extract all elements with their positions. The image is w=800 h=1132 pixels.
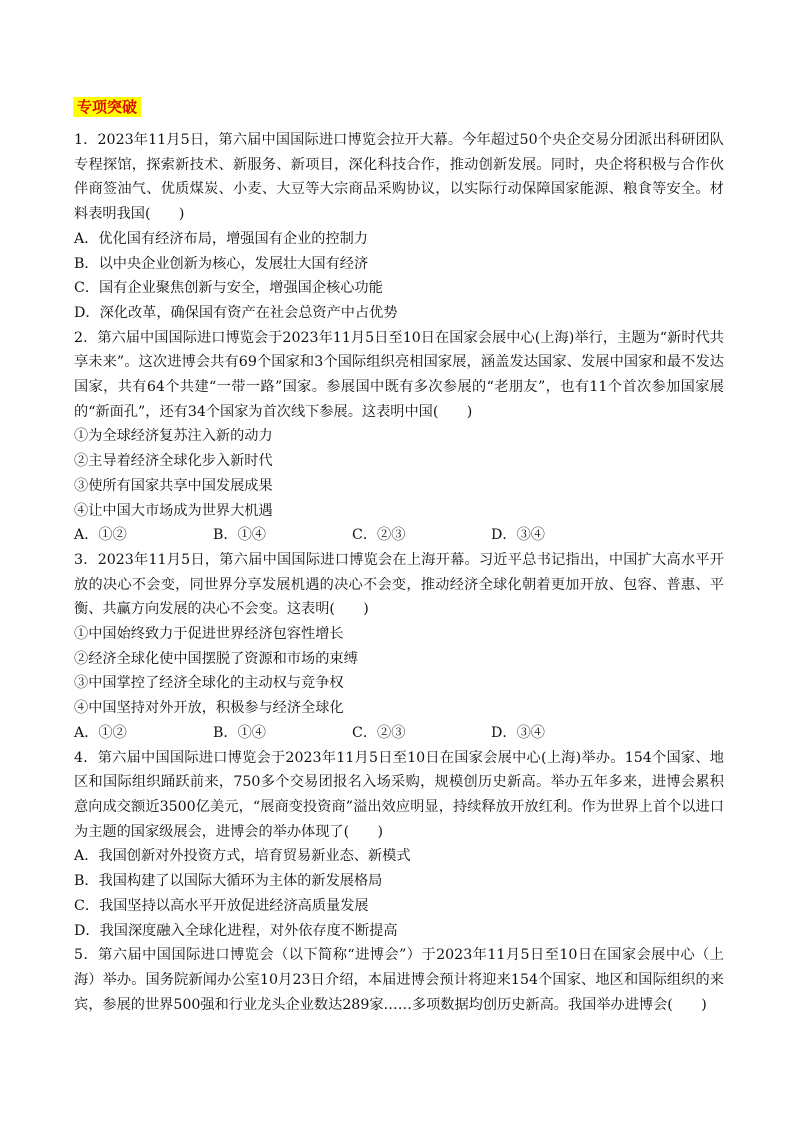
option-a: A．我国创新对外投资方式，培育贸易新业态、新模式 (74, 848, 411, 865)
statement-3: ③中国掌控了经济全球化的主动权与竞争权 (74, 675, 344, 692)
statement-2: ②主导着经济全球化步入新时代 (74, 453, 273, 470)
question-2 (74, 326, 724, 548)
statement-1: ①为全球经济复苏注入新的动力 (74, 428, 273, 445)
choice-a: A．①② (74, 724, 127, 741)
choice-a: A．①② (74, 527, 127, 544)
section-title: 专项突破 (73, 97, 141, 117)
statement-4: ④中国坚持对外开放，积极参与经济全球化 (74, 700, 344, 717)
option-c: C．我国坚持以高水平开放促进经济高质量发展 (74, 897, 369, 914)
answer-choices (74, 721, 724, 746)
statement-2: ②经济全球化使中国摆脱了资源和市场的束缚 (74, 650, 358, 667)
question-stem: 4．第六届中国国际进口博览会于2023年11月5日至10日在国家会展中心(上海)举办。154个国家、地区和国际组织踊跃前来，750多个交易团报名入场采购，规模创历史新高。举办五年多来，进博会累积意向成交额近3500亿美元，“展商变投资商”溢出效应明显，持续释放开放红利。作为世界上首个以进口为主题的国家级展会，进博会的举办体现了( ) (74, 749, 724, 840)
choice-d: D．③④ (491, 527, 545, 544)
question-stem: 5．第六届中国国际进口博览会（以下简称“进博会”）于2023年11月5日至10日在国家会展中心（上海）举办。国务院新闻办公室10月23日介绍，本届进博会预计将迎来154个国家、地区和国际组织的来宾，参展的世界500强和行业龙头企业数达289家……多项数据均创历史新高。我国举办进博会( ) (74, 947, 724, 1013)
question-3 (74, 548, 724, 746)
question-1 (74, 128, 724, 326)
choice-c: C．②③ (352, 527, 406, 544)
option-d: D．我国深度融入全球化进程，对外依存度不断提高 (74, 922, 398, 939)
question-5 (74, 943, 724, 1017)
question-stem: 3．2023年11月5日，第六届中国国际进口博览会在上海开幕。习近平总书记指出，中国扩大高水平开放的决心不会变，同世界分享发展机遇的决心不会变，推动经济全球化朝着更加开放、包容、普惠、平衡、共赢方向发展的决心不会变。这表明( ) (74, 551, 724, 618)
choice-c: C．②③ (352, 724, 406, 741)
statement-1: ①中国始终致力于促进世界经济包容性增长 (74, 626, 344, 643)
choice-b: B．①④ (213, 724, 266, 741)
option-b: B．以中央企业创新为核心，发展壮大国有经济 (74, 255, 369, 272)
choice-d: D．③④ (491, 724, 545, 741)
option-b: B．我国构建了以国际大循环为主体的新发展格局 (74, 873, 383, 890)
question-list (74, 128, 724, 1017)
option-d: D．深化改革，确保国有资产在社会总资产中占优势 (74, 304, 398, 321)
choice-b: B．①④ (213, 527, 266, 544)
option-c: C．国有企业聚焦创新与安全，增强国企核心功能 (74, 280, 383, 297)
question-stem: 1．2023年11月5日，第六届中国国际进口博览会拉开大幕。今年超过50个央企交易分团派出科研团队专程探馆，探索新技术、新服务、新项目，深化科技合作，推动创新发展。同时，央企将积极与合作伙伴商签油气、优质煤炭、小麦、大豆等大宗商品采购协议，以实际行动保障国家能源、粮食等安全。材料表明我国( ) (74, 132, 724, 223)
statement-4: ④让中国大市场成为世界大机遇 (74, 502, 273, 519)
question-4 (74, 746, 724, 944)
option-a: A．优化国有经济布局，增强国有企业的控制力 (74, 230, 368, 247)
statement-3: ③使所有国家共享中国发展成果 (74, 477, 273, 494)
question-stem: 2．第六届中国国际进口博览会于2023年11月5日至10日在国家会展中心(上海)举行，主题为“新时代共享未来”。这次进博会共有69个国家和3个国际组织亮相国家展，涵盖发达国家、发展中国家和最不发达国家，共有64个共建“一带一路”国家。参展国中既有多次参展的“老朋友”，也有11个首次参加国家展的“新面孔”，还有34个国家为首次线下参展。这表明中国( ) (74, 329, 724, 420)
answer-choices (74, 523, 724, 548)
